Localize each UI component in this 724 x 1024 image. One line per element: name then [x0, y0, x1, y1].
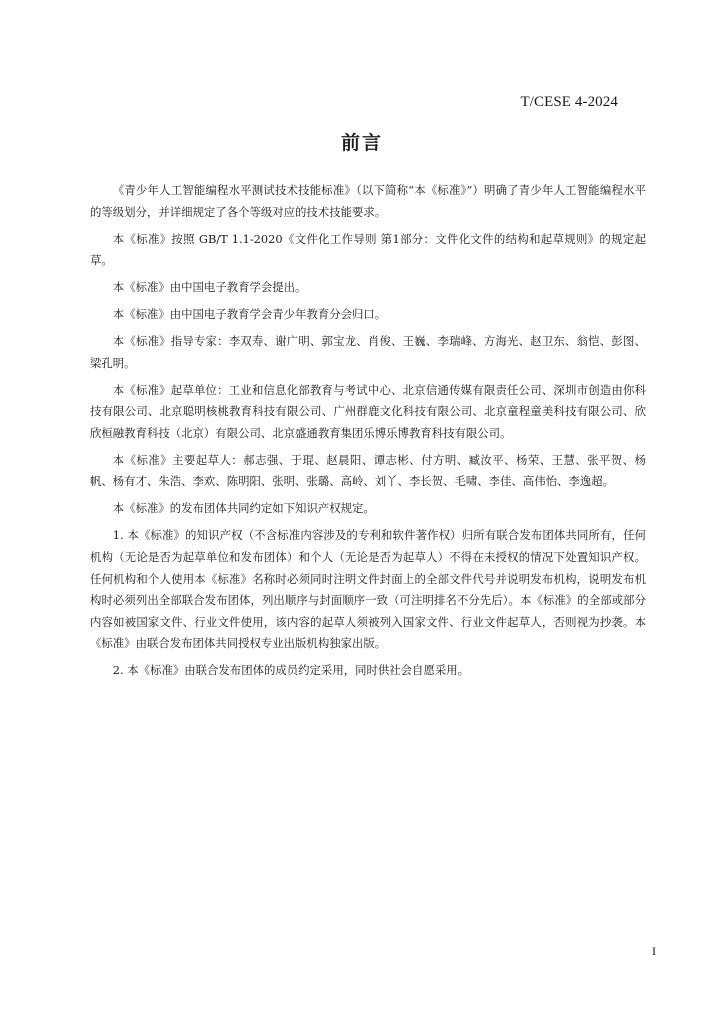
- page-number: I: [652, 944, 656, 958]
- paragraph-drafting-units: 本《标准》起草单位：工业和信息化部教育与考试中心、北京信通传媒有限责任公司、深圳市创造由你科技有限公司、北京聪明核桃教育科技有限公司、广州群鹿文化科技有限公司、北京童程童美科技有限公司、欣欣桓融教育科技（北京）有限公司、北京盛通教育集团乐博乐博教育科技有限公司。: [90, 382, 646, 440]
- document-body: [90, 180, 646, 687]
- paragraph-ip-clause-2: 2. 本《标准》由联合发布团体的成员约定采用，同时供社会自愿采用。: [112, 663, 470, 678]
- paragraph-ip-intro: 本《标准》的发布团体共同约定如下知识产权规定。: [112, 501, 375, 516]
- paragraph-scope: 《青少年人工智能编程水平测试技术技能标准》（以下简称“本《标准》”）明确了青少年人工智能编程水平的等级划分，并详细规定了各个等级对应的技术技能要求。: [90, 183, 646, 219]
- paragraph-ip-clause-1: 1. 本《标准》的知识产权（不含标准内容涉及的专利和软件著作权）归所有联合发布团体共同所有，任何机构（无论是否为起草单位和发布团体）和个人（无论是否为起草人）不得在未授权的情况下处置知识产权。任何机构和个人使用本《标准》名称时必须同时注明文件封面上的全部文件代号并说明发布机构，说明发布机构时必须列出全部联合发布团体，列出顺序与封面顺序一致（可注明排名不分先后）。本《标准》的全部或部分内容如被国家文件、行业文件使用，该内容的起草人须被列入国家文件、行业文件起草人，否则视为抄袭。本《标准》由联合发布团体共同授权专业出版机构独家出版。: [90, 528, 646, 651]
- paragraph-drafting-rules: 本《标准》按照 GB/T 1.1-2020《文件化工作导则 第1部分：文件化文件的结构和起草规则》的规定起草。: [90, 231, 646, 268]
- paragraph-main-drafters: 本《标准》主要起草人：郝志强、于琨、赵晨阳、谭志彬、付方明、臧汝平、杨荣、王慧、张平贺、杨帆、杨有才、朱浩、李欢、陈明阳、张明、张璐、高岭、刘丫、李长贺、毛啸、李佳、高伟怡、李逸超。: [90, 452, 646, 489]
- paragraph-guiding-experts: 本《标准》指导专家：李双寿、谢广明、郭宝龙、肖俊、王巍、李瑞峰、方海光、赵卫东、翁恺、彭图、梁孔明。: [90, 334, 646, 370]
- standard-code: T/CESE 4-2024: [520, 94, 618, 110]
- paragraph-proposer: 本《标准》由中国电子教育学会提出。: [112, 280, 307, 295]
- paragraph-centralized-by: 本《标准》由中国电子教育学会青少年教育分会归口。: [112, 307, 387, 322]
- page-title: 前言: [340, 132, 383, 154]
